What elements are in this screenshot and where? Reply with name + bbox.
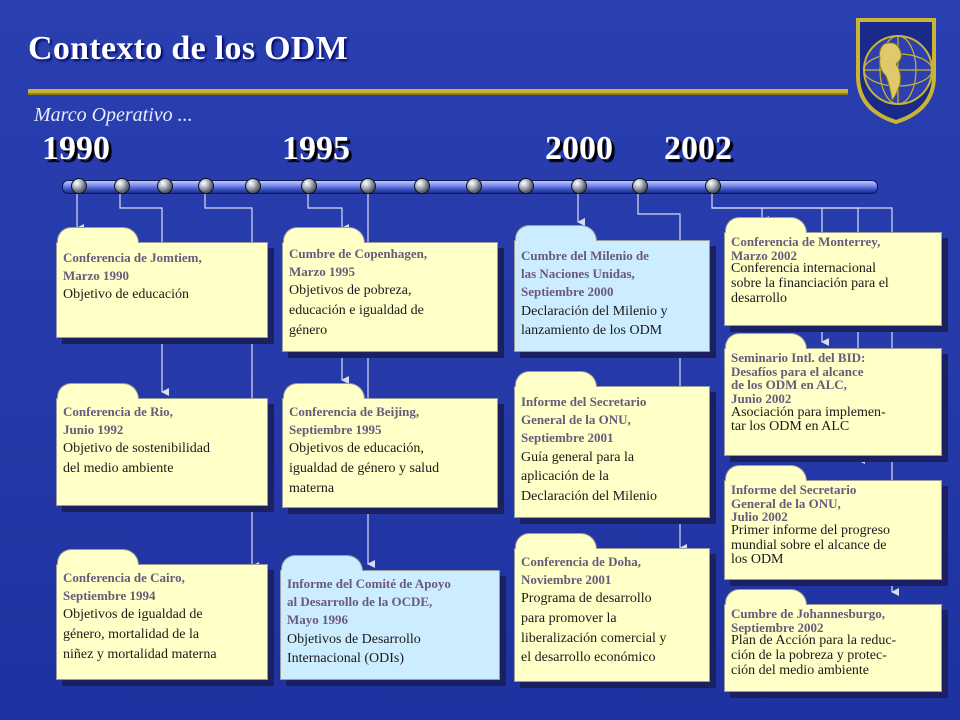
year-2000: 2000 xyxy=(545,130,613,167)
timeline-node xyxy=(518,178,534,194)
event-description: Objetivos de Desarrollo xyxy=(287,631,421,647)
event-title: Marzo 1995 xyxy=(289,264,356,280)
event-title: de los ODM en ALC, xyxy=(731,377,847,393)
event-description: los ODM xyxy=(731,552,784,568)
event-description: Declaración del Milenio y xyxy=(521,303,668,319)
timeline-node xyxy=(466,178,482,194)
year-1990: 1990 xyxy=(42,130,110,167)
event-card-ocde xyxy=(280,570,500,680)
event-description: Plan de Acción para la reduc- xyxy=(731,633,897,649)
folder-tab xyxy=(57,549,139,565)
event-description: género xyxy=(289,322,328,338)
event-description: Primer informe del progreso xyxy=(731,522,891,538)
event-description: Objetivos de igualdad de xyxy=(63,607,203,623)
event-title: Desafíos para el alcance xyxy=(731,363,864,379)
timeline-node xyxy=(157,178,173,194)
folder-tab xyxy=(57,383,139,399)
timeline-node xyxy=(632,178,648,194)
event-description: Objetivo de educación xyxy=(63,287,189,303)
event-description: para promover la xyxy=(521,610,617,626)
timeline-node xyxy=(571,178,587,194)
event-description: Asociación para implemen- xyxy=(731,404,886,420)
event-description: educación e igualdad de xyxy=(289,302,424,318)
event-title: Conferencia de Beijing, xyxy=(289,404,420,419)
folder-tab xyxy=(515,371,597,387)
event-card-beijing xyxy=(282,398,498,508)
event-title: Junio 1992 xyxy=(63,422,124,438)
event-title: Conferencia de Rio, xyxy=(63,404,173,419)
event-title: Cumbre de Johannesburgo, xyxy=(731,606,885,621)
event-title: Septiembre 1995 xyxy=(289,422,382,438)
event-title: Septiembre 2002 xyxy=(731,619,824,635)
event-description: género, mortalidad de la xyxy=(63,626,200,642)
event-description: lanzamiento de los ODM xyxy=(521,323,663,339)
event-card-rio xyxy=(56,398,268,506)
timeline-node xyxy=(414,178,430,194)
folder-tab xyxy=(57,227,139,243)
year-1995: 1995 xyxy=(282,130,350,167)
timeline-node xyxy=(360,178,376,194)
event-title: Informe del Secretario xyxy=(731,482,857,497)
event-title: General de la ONU, xyxy=(731,495,841,511)
event-description: Objetivos de educación, xyxy=(289,441,424,457)
event-title: Conferencia de Jomtiem, xyxy=(63,250,202,265)
event-description: mundial sobre el alcance de xyxy=(731,537,887,553)
folder-tab xyxy=(515,533,597,549)
event-title: Conferencia de Monterrey, xyxy=(731,234,881,249)
event-description: liberalización comercial y xyxy=(521,630,667,646)
event-description: aplicación de la xyxy=(521,469,609,485)
event-title: Noviembre 2001 xyxy=(521,572,612,588)
event-title: Septiembre 1994 xyxy=(63,588,156,604)
event-description: Declaración del Milenio xyxy=(521,488,658,504)
event-description: Conferencia internacional xyxy=(731,261,876,277)
event-title: las Naciones Unidas, xyxy=(521,266,635,282)
event-title: Cumbre del Milenio de xyxy=(521,248,649,263)
event-title: Informe del Secretario xyxy=(521,394,647,409)
folder-tab xyxy=(725,217,807,233)
event-title: Julio 2002 xyxy=(731,509,788,525)
event-card-cairo xyxy=(56,564,268,680)
folder-tab xyxy=(725,589,807,605)
event-description: niñez y mortalidad materna xyxy=(63,646,217,662)
event-title: Marzo 1990 xyxy=(63,268,130,284)
event-card-informe-2001 xyxy=(514,386,710,518)
folder-tab xyxy=(725,465,807,481)
event-description: Programa de desarrollo xyxy=(521,591,652,607)
folder-tab xyxy=(283,227,365,243)
page-title: Contexto de los ODM xyxy=(28,30,349,67)
event-description: Guía general para la xyxy=(521,449,635,465)
timeline-node xyxy=(301,178,317,194)
event-card-jomtiem xyxy=(56,242,268,338)
event-title: Mayo 1996 xyxy=(287,612,349,628)
event-title: Seminario Intl. del BID: xyxy=(731,350,866,365)
event-description: ción del medio ambiente xyxy=(731,662,870,678)
folder-tab xyxy=(283,383,365,399)
event-description: sobre la financiación para el xyxy=(731,275,889,291)
event-description: materna xyxy=(289,480,335,496)
timeline-node xyxy=(705,178,721,194)
event-title: Cumbre de Copenhagen, xyxy=(289,246,428,261)
timeline-node xyxy=(114,178,130,194)
event-description: desarrollo xyxy=(731,290,787,306)
event-description: del medio ambiente xyxy=(63,460,174,476)
event-description: Internacional (ODIs) xyxy=(287,651,405,667)
timeline-node xyxy=(245,178,261,194)
event-card-johannesburgo xyxy=(724,604,942,692)
event-card-monterrey xyxy=(724,232,942,326)
event-card-doha xyxy=(514,548,710,682)
event-title: Marzo 2002 xyxy=(731,247,798,263)
event-title: al Desarrollo de la OCDE, xyxy=(287,594,433,610)
event-card-cumbre-milenio xyxy=(514,240,710,352)
folder-tab xyxy=(281,555,363,571)
year-2002: 2002 xyxy=(664,130,732,167)
event-card-bid-seminar xyxy=(724,348,942,456)
event-description: Objetivos de pobreza, xyxy=(289,283,412,299)
event-title: Junio 2002 xyxy=(731,390,792,406)
event-title: Informe del Comité de Apoyo xyxy=(287,576,451,591)
event-card-copenhagen xyxy=(282,242,498,352)
event-card-informe-2002 xyxy=(724,480,942,580)
timeline-node xyxy=(71,178,87,194)
event-description: el desarrollo económico xyxy=(521,650,656,666)
event-title: Septiembre 2001 xyxy=(521,430,614,446)
event-title: General de la ONU, xyxy=(521,412,631,428)
folder-tab xyxy=(515,225,597,241)
event-title: Septiembre 2000 xyxy=(521,284,614,300)
timeline-node xyxy=(198,178,214,194)
event-description: igualdad de género y salud xyxy=(289,460,440,476)
folder-tab xyxy=(725,333,807,349)
event-title: Conferencia de Doha, xyxy=(521,554,642,569)
event-description: Objetivo de sostenibilidad xyxy=(63,441,210,457)
event-description: tar los ODM en ALC xyxy=(731,419,850,435)
event-title: Conferencia de Cairo, xyxy=(63,570,185,585)
page-subtitle: Marco Operativo ... xyxy=(34,104,193,126)
event-description: ción de la pobreza y protec- xyxy=(731,647,887,663)
